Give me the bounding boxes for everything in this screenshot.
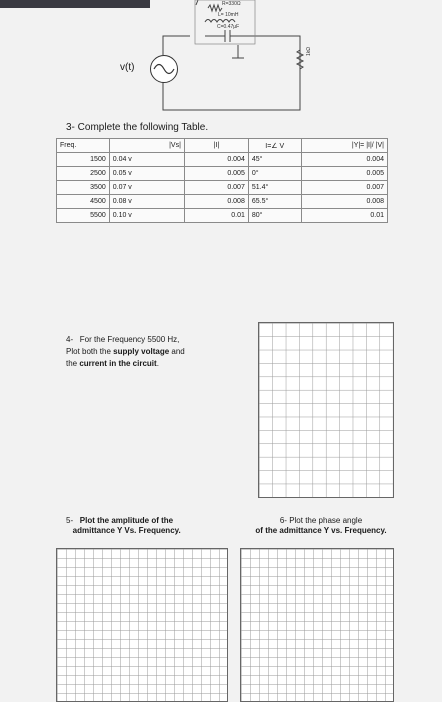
cell-freq: 2500 bbox=[57, 167, 110, 181]
section-5-number: 5- bbox=[66, 516, 74, 525]
header-freq: Freq. bbox=[57, 139, 110, 153]
table-row bbox=[57, 209, 388, 223]
cell-angle: 0° bbox=[248, 167, 301, 181]
cell-vs: 0.05 v bbox=[109, 167, 184, 181]
section-4-text-d: the bbox=[66, 359, 80, 368]
graph-grid-q6 bbox=[240, 548, 394, 702]
sine-wave-icon bbox=[150, 55, 178, 83]
section-4-text-c: and bbox=[169, 347, 185, 356]
section-4-bold-a: supply voltage bbox=[113, 347, 170, 356]
cell-angle: 65.5° bbox=[248, 195, 301, 209]
cell-angle: 51.4° bbox=[248, 181, 301, 195]
section-4-text-e: . bbox=[156, 359, 159, 368]
graph-grid-q5 bbox=[56, 548, 228, 702]
cell-i: 0.005 bbox=[184, 167, 248, 181]
section-6-line2: of the admittance Y vs. Frequency. bbox=[255, 526, 387, 535]
section-4-number: 4- bbox=[66, 335, 74, 344]
cell-freq: 1500 bbox=[57, 153, 110, 167]
header-vs: |Vs| bbox=[109, 139, 184, 153]
section-5-line1: Plot the amplitude of the bbox=[79, 516, 174, 525]
cell-vs: 0.10 v bbox=[109, 209, 184, 223]
resistor-label: R=330Ω bbox=[222, 1, 241, 7]
table-header-row bbox=[57, 139, 388, 153]
table-row bbox=[57, 181, 388, 195]
cell-i: 0.01 bbox=[184, 209, 248, 223]
cell-freq: 3500 bbox=[57, 181, 110, 195]
section-5-line2: admittance Y Vs. Frequency. bbox=[72, 526, 181, 535]
section-4-bold-b: current in the circuit bbox=[79, 359, 157, 368]
source-label: v(t) bbox=[120, 62, 135, 73]
circuit-diagram bbox=[0, 0, 442, 120]
cell-angle: 45° bbox=[248, 153, 301, 167]
cell-vs: 0.07 v bbox=[109, 181, 184, 195]
header-i: |I| bbox=[184, 139, 248, 153]
header-angle: I=∠ V bbox=[248, 139, 301, 153]
cell-y: 0.004 bbox=[301, 153, 387, 167]
cell-y: 0.005 bbox=[301, 167, 387, 181]
inductor-label: L= 10mH bbox=[218, 12, 239, 18]
cell-i: 0.008 bbox=[184, 195, 248, 209]
cell-freq: 5500 bbox=[57, 209, 110, 223]
section-5-text bbox=[66, 516, 226, 536]
cell-i: 0.007 bbox=[184, 181, 248, 195]
table-row bbox=[57, 195, 388, 209]
cell-y: 0.007 bbox=[301, 181, 387, 195]
header-y: |Y|= |I|/ |V| bbox=[301, 139, 387, 153]
cell-vs: 0.04 v bbox=[109, 153, 184, 167]
cell-freq: 4500 bbox=[57, 195, 110, 209]
cell-y: 0.008 bbox=[301, 195, 387, 209]
cell-y: 0.01 bbox=[301, 209, 387, 223]
capacitor-label: C=0.47μF bbox=[217, 24, 240, 30]
table-row bbox=[57, 167, 388, 181]
section-6-line1: 6- Plot the phase angle bbox=[279, 516, 363, 525]
cell-angle: 80° bbox=[248, 209, 301, 223]
cell-vs: 0.08 v bbox=[109, 195, 184, 209]
cell-i: 0.004 bbox=[184, 153, 248, 167]
section-4-text bbox=[66, 334, 226, 370]
section-4-text-b: Plot both the bbox=[66, 347, 114, 356]
graph-grid-q4 bbox=[258, 322, 394, 498]
section-3-title: 3- Complete the following Table. bbox=[66, 122, 209, 133]
resistor2-label: 1kΩ bbox=[306, 46, 312, 56]
section-4-line1: For the Frequency 5500 Hz, bbox=[79, 335, 180, 344]
section-6-text bbox=[236, 516, 406, 536]
results-table bbox=[56, 138, 388, 223]
table-row bbox=[57, 153, 388, 167]
